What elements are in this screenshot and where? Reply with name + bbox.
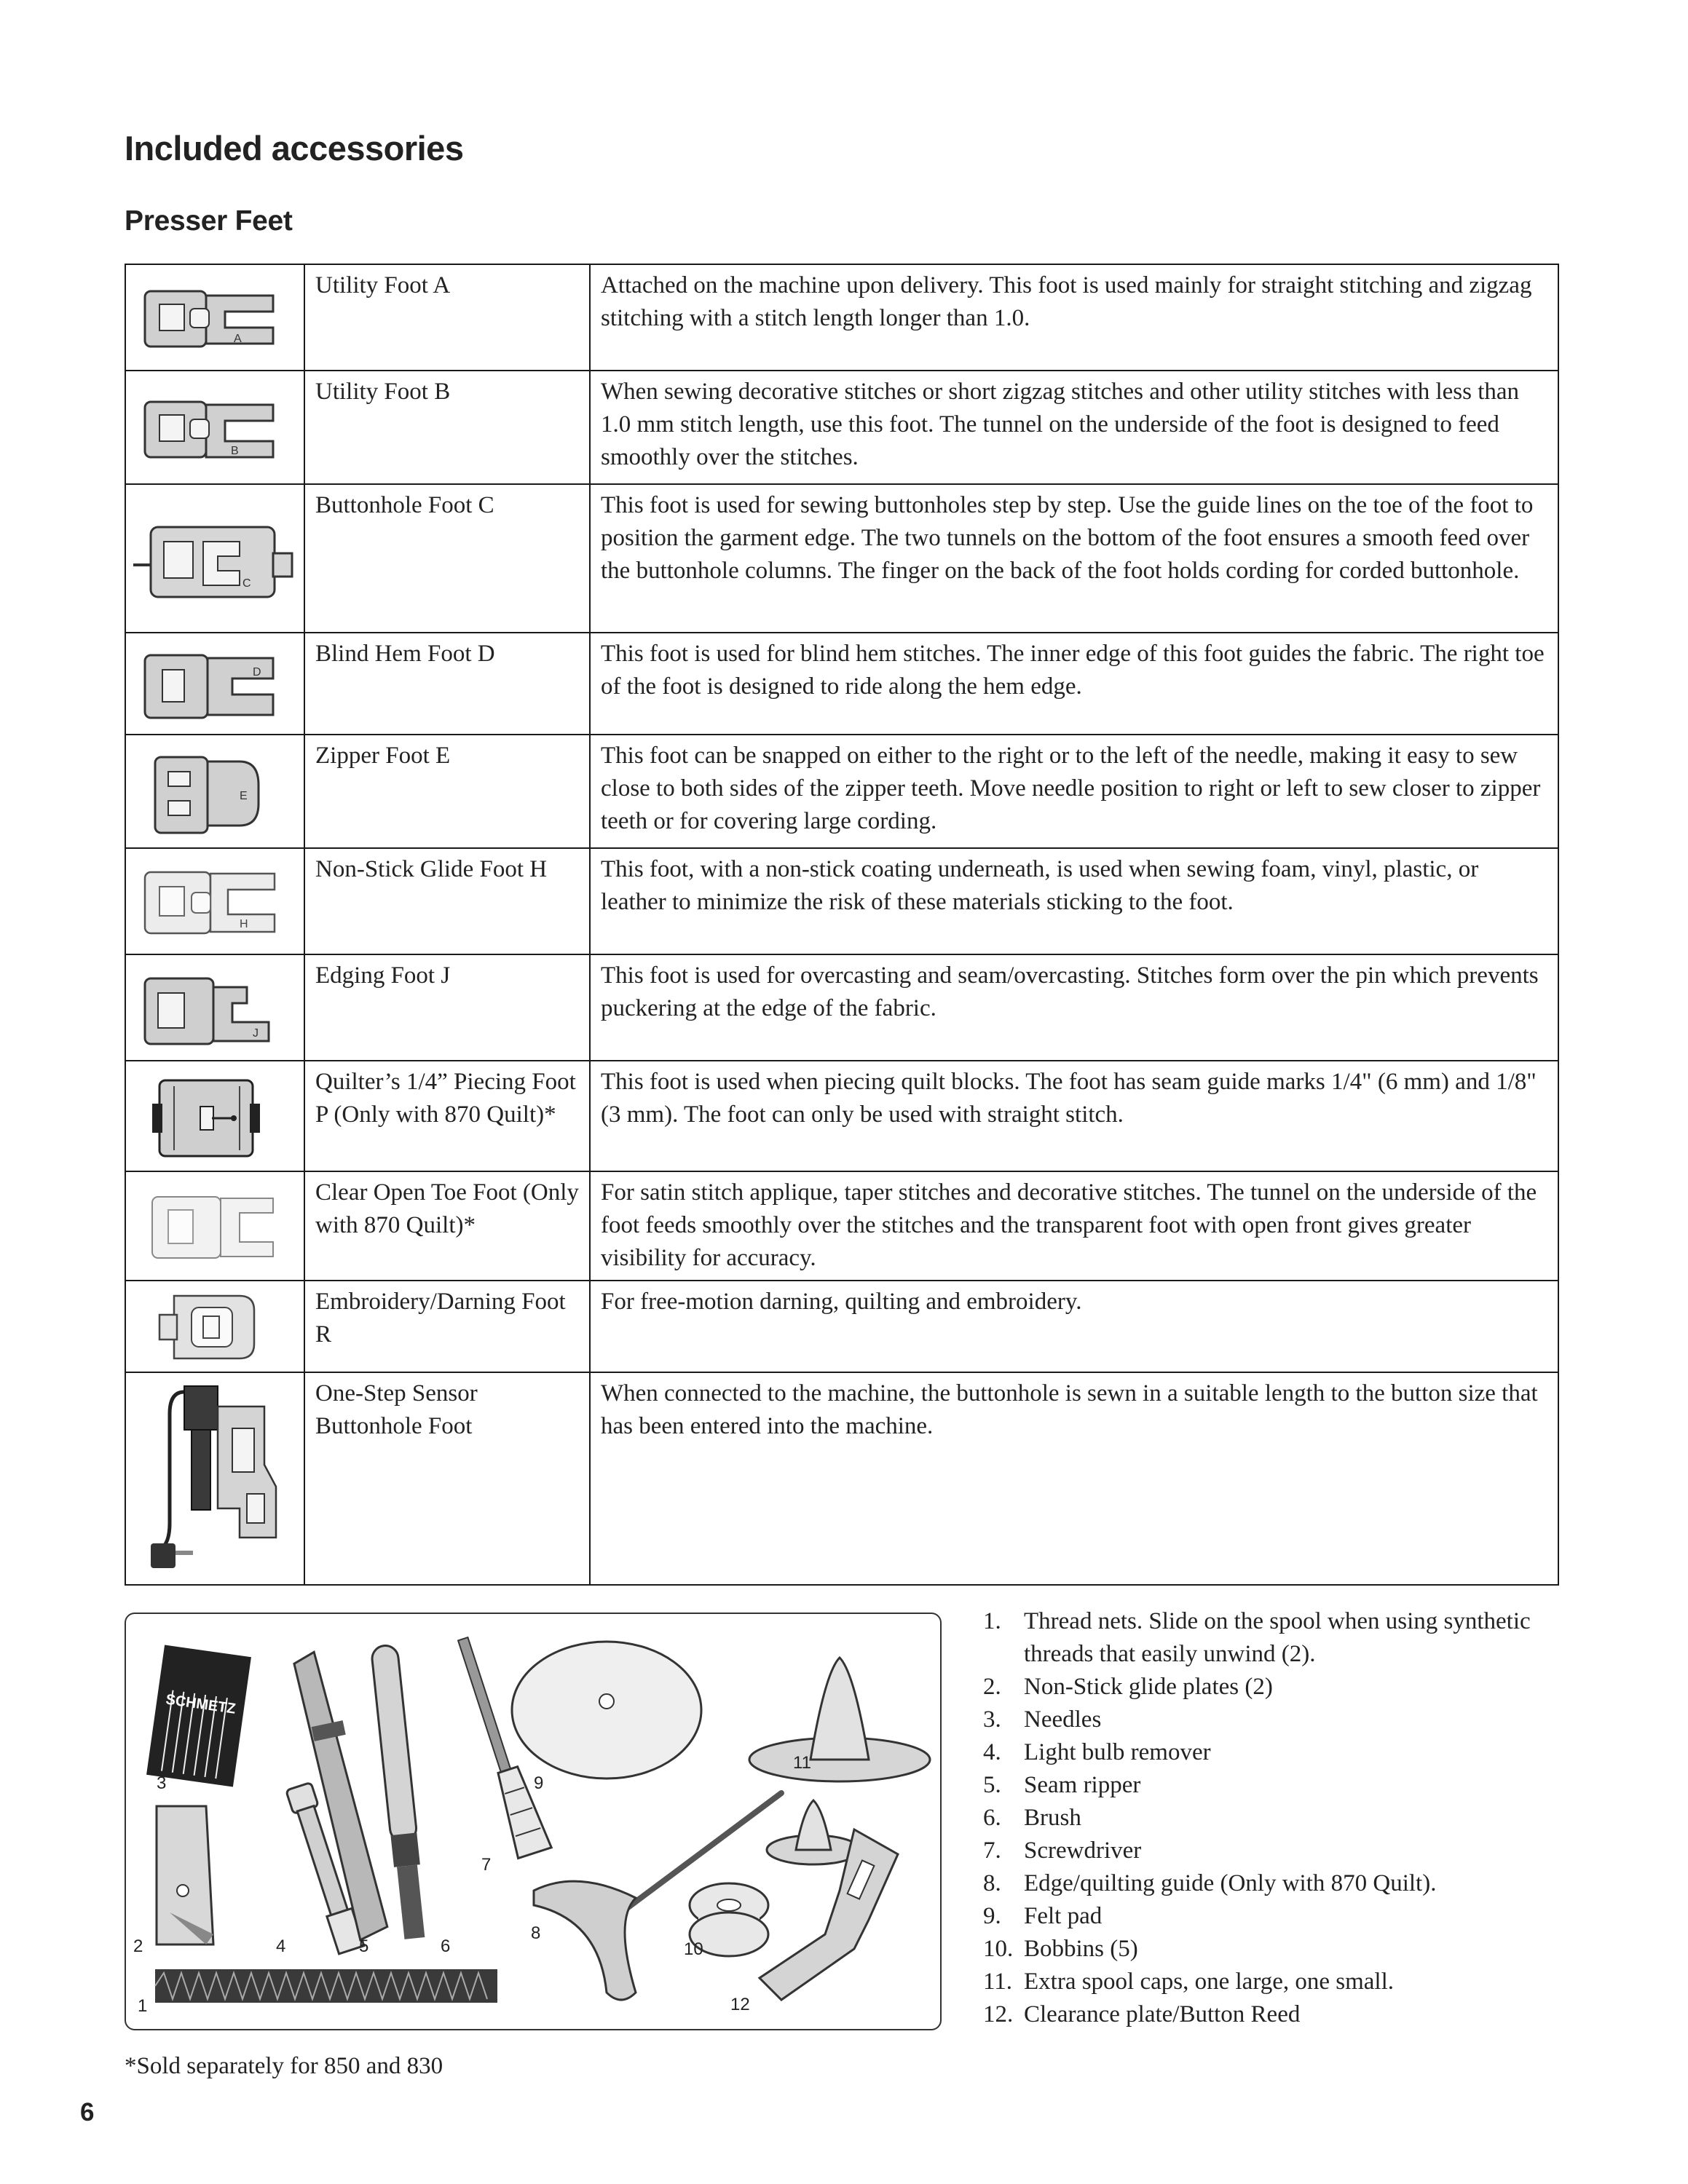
table-row <box>125 371 1558 484</box>
needle-pack-label: SCHMETZ <box>165 1691 237 1717</box>
table-row <box>125 633 1558 735</box>
glide-plate-icon <box>157 1806 213 1944</box>
thread-net-icon <box>155 1969 497 2003</box>
foot-image-cell <box>125 848 304 954</box>
accessories-drawing <box>126 1614 940 2029</box>
list-item <box>983 1835 1566 1867</box>
foot-image-cell <box>125 484 304 633</box>
list-number: 10. <box>983 1936 1014 1962</box>
foot-description: When connected to the machine, the buttonhole is sewn in a suitable length to the button size that has been entered into the machine. <box>590 1372 1558 1585</box>
list-item <box>983 1671 1566 1704</box>
foot-name: Buttonhole Foot C <box>304 484 590 633</box>
felt-pad-icon <box>512 1642 701 1779</box>
list-text: Seam ripper <box>1024 1772 1141 1798</box>
callout-8: 8 <box>531 1923 541 1943</box>
list-text: Thread nets. Slide on the spool when using synthetic threads that easily unwind (2). <box>1024 1608 1531 1667</box>
callout-10: 10 <box>684 1939 703 1959</box>
table-row <box>125 484 1558 633</box>
table-row <box>125 1061 1558 1171</box>
list-number: 9. <box>983 1903 1001 1929</box>
list-number: 5. <box>983 1772 1001 1798</box>
foot-name: Embroidery/Darning Foot R <box>304 1281 590 1372</box>
foot-description: This foot can be snapped on either to the right or to the left of the needle, making it easy to sew close to both sides of the zipper teeth. Move needle position to right or left to sew closer to zipper teeth or for covering large cording. <box>590 735 1558 848</box>
foot-name: Blind Hem Foot D <box>304 633 590 735</box>
foot-name: Clear Open Toe Foot (Only with 870 Quilt)* <box>304 1171 590 1281</box>
foot-image-cell <box>125 1171 304 1281</box>
svg-text:H: H <box>240 918 248 930</box>
sensor-buttonhole-foot-icon <box>130 1377 299 1581</box>
foot-name: Utility Foot A <box>304 264 590 371</box>
foot-description: This foot is used for sewing buttonholes step by step. Use the guide lines on the toe of the foot to position the garment edge. The two tunnels on the bottom of the foot ensures a smooth feed over the buttonhole columns. The finger on the back of the foot holds cording for corded buttonhole. <box>590 484 1558 633</box>
list-number: 3. <box>983 1706 1001 1733</box>
utility-foot-a-icon <box>130 269 299 367</box>
accessories-list <box>983 1605 1566 2031</box>
list-text: Non-Stick glide plates (2) <box>1024 1674 1273 1700</box>
list-item <box>983 1736 1566 1769</box>
edging-foot-j-icon <box>130 960 299 1057</box>
utility-foot-b-icon <box>130 376 299 480</box>
foot-description: Attached on the machine upon delivery. This foot is used mainly for straight stitching and zigzag stitching with a stitch length longer than 1.0. <box>590 264 1558 371</box>
presser-feet-table <box>125 264 1559 1586</box>
accessories-illustration <box>125 1613 942 2030</box>
table-row <box>125 1372 1558 1585</box>
table-row <box>125 264 1558 371</box>
page-number: 6 <box>80 2098 95 2126</box>
list-number: 4. <box>983 1739 1001 1765</box>
foot-name: Non-Stick Glide Foot H <box>304 848 590 954</box>
list-text: Bobbins (5) <box>1024 1936 1138 1962</box>
foot-name: Quilter’s 1/4” Piecing Foot P (Only with 870 Quilt)* <box>304 1061 590 1171</box>
list-item <box>983 1867 1566 1900</box>
foot-image-cell <box>125 1372 304 1585</box>
svg-text:D: D <box>253 666 261 678</box>
buttonhole-foot-c-icon <box>130 489 299 629</box>
table-row <box>125 1171 1558 1281</box>
callout-3: 3 <box>157 1773 167 1793</box>
foot-image-cell <box>125 954 304 1061</box>
table-row <box>125 735 1558 848</box>
list-item <box>983 1802 1566 1835</box>
callout-6: 6 <box>441 1936 451 1956</box>
table-row <box>125 954 1558 1061</box>
foot-name: One-Step Sensor Buttonhole Foot <box>304 1372 590 1585</box>
quilters-piecing-foot-p-icon <box>130 1066 299 1168</box>
foot-description: This foot is used when piecing quilt blocks. The foot has seam guide marks 1/4" (6 mm) and 1/8" (3 mm). The foot can only be used with straight stitch. <box>590 1061 1558 1171</box>
list-item <box>983 1605 1566 1671</box>
section-title: Presser Feet <box>125 205 293 237</box>
table-row <box>125 1281 1558 1372</box>
foot-name: Utility Foot B <box>304 371 590 484</box>
callout-5: 5 <box>359 1936 369 1956</box>
list-number: 8. <box>983 1870 1001 1896</box>
list-item <box>983 1933 1566 1966</box>
foot-image-cell <box>125 633 304 735</box>
list-text: Brush <box>1024 1805 1081 1831</box>
list-number: 6. <box>983 1805 1001 1831</box>
foot-description: For free-motion darning, quilting and embroidery. <box>590 1281 1558 1372</box>
list-number: 2. <box>983 1674 1001 1700</box>
svg-text:C: C <box>242 577 251 590</box>
list-item <box>983 1900 1566 1933</box>
svg-text:J: J <box>253 1027 259 1040</box>
blind-hem-foot-d-icon <box>130 638 299 731</box>
list-text: Clearance plate/Button Reed <box>1024 2001 1301 2027</box>
list-text: Extra spool caps, one large, one small. <box>1024 1969 1395 1995</box>
foot-name: Edging Foot J <box>304 954 590 1061</box>
spool-cap-icon <box>749 1658 930 1864</box>
list-item <box>983 1966 1566 1998</box>
footnote: *Sold separately for 850 and 830 <box>125 2053 443 2079</box>
list-number: 12. <box>983 2001 1014 2027</box>
callout-2: 2 <box>133 1936 143 1956</box>
list-item <box>983 1769 1566 1802</box>
list-number: 7. <box>983 1837 1001 1864</box>
list-text: Screwdriver <box>1024 1837 1142 1864</box>
foot-image-cell <box>125 371 304 484</box>
list-text: Light bulb remover <box>1024 1739 1211 1765</box>
needles-icon <box>146 1645 251 1787</box>
list-text: Needles <box>1024 1706 1102 1733</box>
foot-name: Zipper Foot E <box>304 735 590 848</box>
list-text: Felt pad <box>1024 1903 1103 1929</box>
zipper-foot-e-icon <box>130 740 299 844</box>
embroidery-darning-foot-r-icon <box>130 1286 299 1369</box>
foot-image-cell <box>125 1281 304 1372</box>
callout-12: 12 <box>730 1995 750 2014</box>
svg-text:B: B <box>231 445 239 457</box>
list-text: Edge/quilting guide (Only with 870 Quilt). <box>1024 1870 1437 1896</box>
list-number: 1. <box>983 1608 1001 1634</box>
foot-image-cell <box>125 264 304 371</box>
table-row <box>125 848 1558 954</box>
foot-description: This foot is used for overcasting and seam/overcasting. Stitches form over the pin which prevents puckering at the edge of the fabric. <box>590 954 1558 1061</box>
foot-image-cell <box>125 735 304 848</box>
svg-text:E: E <box>240 790 248 802</box>
callout-1: 1 <box>138 1996 148 2016</box>
foot-image-cell <box>125 1061 304 1171</box>
list-item <box>983 1998 1566 2031</box>
foot-description: When sewing decorative stitches or short zigzag stitches and other utility stitches with less than 1.0 mm stitch length, use this foot. The tunnel on the underside of the foot is designed to feed smoothly over the stitches. <box>590 371 1558 484</box>
foot-description: For satin stitch applique, taper stitches and decorative stitches. The tunnel on the underside of the foot feeds smoothly over the stitches and the transparent foot with open front gives greater visibility for accuracy. <box>590 1171 1558 1281</box>
callout-4: 4 <box>276 1936 286 1956</box>
foot-description: This foot, with a non-stick coating underneath, is used when sewing foam, vinyl, plastic, or leather to minimize the risk of these materials sticking to the foot. <box>590 848 1558 954</box>
callout-7: 7 <box>481 1855 492 1875</box>
non-stick-glide-foot-h-icon <box>130 853 299 951</box>
clear-open-toe-foot-icon <box>130 1176 299 1277</box>
list-item <box>983 1704 1566 1736</box>
callout-11: 11 <box>793 1753 811 1773</box>
foot-description: This foot is used for blind hem stitches. The inner edge of this foot guides the fabric. The right toe of the foot is designed to ride along the hem edge. <box>590 633 1558 735</box>
page-title: Included accessories <box>125 129 464 167</box>
callout-9: 9 <box>534 1773 544 1793</box>
svg-text:A: A <box>234 333 242 345</box>
list-number: 11. <box>983 1969 1013 1995</box>
